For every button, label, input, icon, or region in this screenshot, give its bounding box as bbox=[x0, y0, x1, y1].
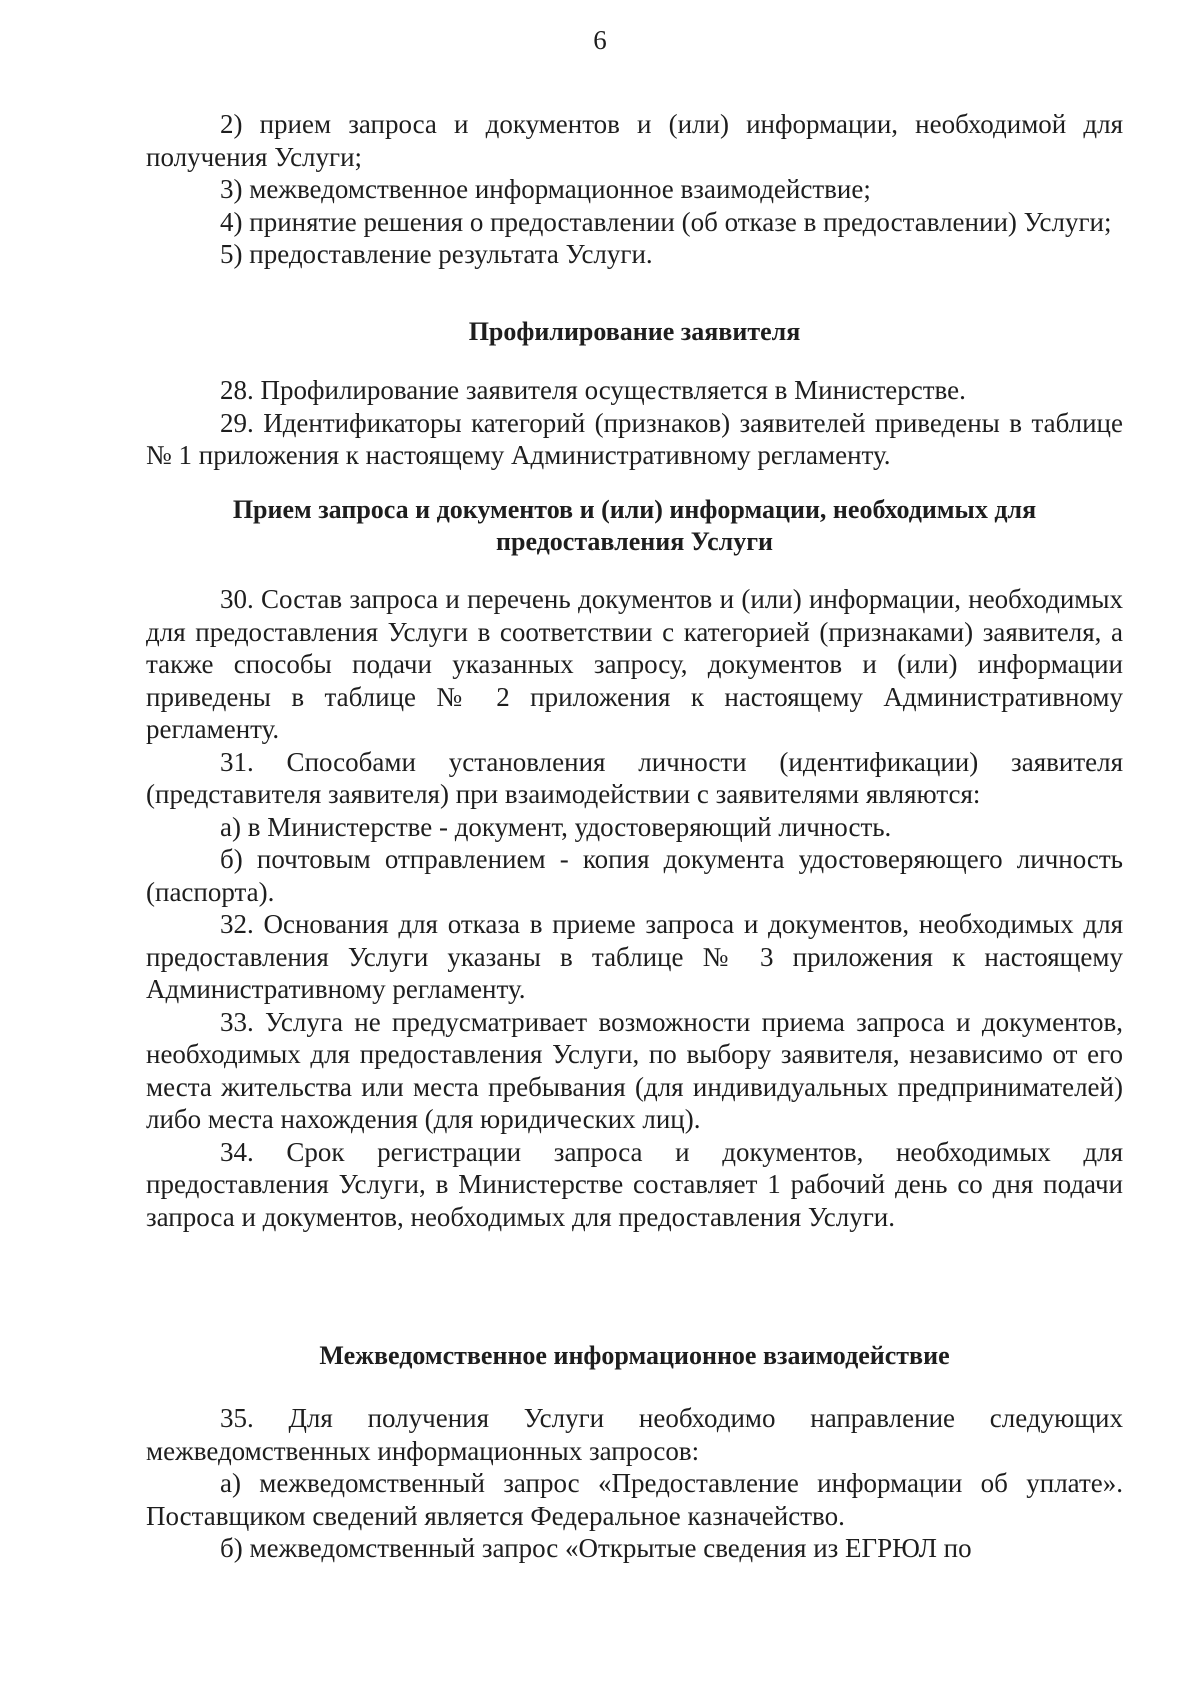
paragraph: 32. Основания для отказа в приеме запроса и документов, необходимых для предоставления Услуги указаны в таблице № 3 приложения к настоящему Административному регламенту. bbox=[146, 909, 1123, 1004]
paragraph: 35. Для получения Услуги необходимо направление следующих межведомственных информационных запросов: bbox=[146, 1403, 1123, 1466]
paragraph: 4) принятие решения о предоставлении (об отказе в предоставлении) Услуги; bbox=[220, 206, 1112, 237]
paragraph: 2) прием запроса и документов и (или) информации, необходимой для получения Услуги; bbox=[146, 109, 1123, 172]
paragraph: а) межведомственный запрос «Предоставление информации об уплате». Поставщиком сведений является Федеральное казначейство. bbox=[146, 1468, 1123, 1531]
reception-section bbox=[146, 583, 1123, 1233]
page-number: 6 bbox=[593, 25, 607, 55]
section-heading-reception bbox=[146, 494, 1123, 558]
heading-line: предоставления Услуги bbox=[496, 527, 773, 556]
interagency-section bbox=[146, 1402, 1123, 1565]
paragraph: б) почтовым отправлением - копия документа удостоверяющего личность (паспорта). bbox=[146, 844, 1123, 907]
paragraph: 31. Способами установления личности (идентификации) заявителя (представителя заявителя) при взаимодействии с заявителями являются: bbox=[146, 746, 1123, 809]
paragraph: 33. Услуга не предусматривает возможности приема запроса и документов, необходимых для предоставления Услуги, по выбору заявителя, независимо от его места жительства или места пребывания (для индивидуальных предпринимателей) либо места нахождения (для юридических лиц). bbox=[146, 1006, 1123, 1134]
paragraph: а) в Министерстве - документ, удостоверяющий личность. bbox=[220, 811, 892, 842]
section-heading-interagency: Межведомственное информационное взаимодействие bbox=[319, 1341, 950, 1370]
stages-list bbox=[146, 108, 1123, 271]
paragraph: 3) межведомственное информационное взаимодействие; bbox=[220, 174, 871, 204]
paragraph: 34. Срок регистрации запроса и документов, необходимых для предоставления Услуги, в Министерстве составляет 1 рабочий день со дня подачи запроса и документов, необходимых для предоставления Услуги. bbox=[146, 1136, 1123, 1232]
paragraph: 28. Профилирование заявителя осуществляется в Министерстве. bbox=[220, 375, 966, 405]
paragraph: 29. Идентификаторы категорий (признаков) заявителей приведены в таблице № 1 приложения к настоящему Административному регламенту. bbox=[146, 407, 1123, 470]
paragraph: б) межведомственный запрос «Открытые сведения из ЕГРЮЛ по bbox=[220, 1533, 972, 1563]
heading-line: Прием запроса и документов и (или) информации, необходимых для bbox=[232, 495, 1037, 524]
section-heading-profiling: Профилирование заявителя bbox=[468, 317, 801, 346]
paragraph: 30. Состав запроса и перечень документов и (или) информации, необходимых для предоставления Услуги в соответствии с категорией (признаками) заявителя, а также способы подачи указанных запросу, документов и (или) информации приведены в таблице № 2 приложения к настоящему Административному регламенту. bbox=[146, 584, 1123, 744]
profiling-section bbox=[146, 374, 1123, 472]
paragraph: 5) предоставление результата Услуги. bbox=[220, 239, 653, 269]
